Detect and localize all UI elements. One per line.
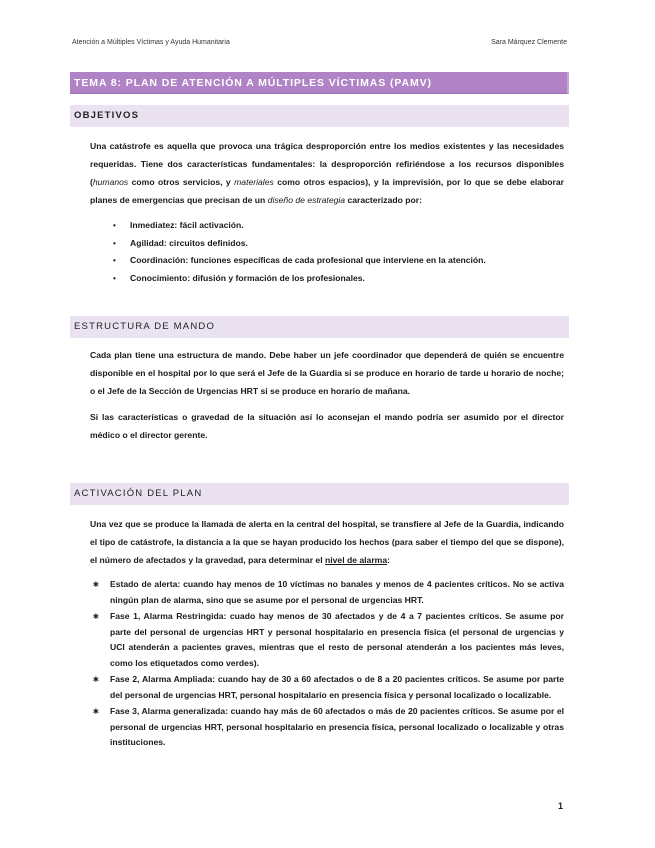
text-run: Si las características o gravedad de la situación así lo aconsejan el mando podría ser asumido por el director médico o el director gerente.: [90, 412, 564, 440]
list-item-text: Coordinación: funciones específicas de cada profesional que interviene en la atención.: [130, 255, 486, 265]
bullet-asterisk-icon: ∗: [92, 674, 100, 684]
section-heading-text: ACTIVACIÓN DEL PLAN: [74, 488, 203, 499]
list-item-text: Conocimiento: difusión y formación de los profesionales.: [130, 272, 365, 283]
text-run: Una vez que se produce la llamada de alerta en la central del hospital, se transfiere al Jefe de la Guardia, indicando el tipo de catástrofe, la distancia a la que se hayan producido los hechos (para saber el tiempo del que se dispone), el número de afectados y la gravedad, para determinar el: [90, 519, 564, 565]
list-item: [90, 672, 564, 703]
estructura-paragraph-2: [90, 408, 564, 444]
text-run: :: [387, 555, 390, 565]
list-item-text: Estado de alerta: cuando hay menos de 10 víctimas no banales y menos de 4 pacientes críticos. No se activa ningún plan de alarma, sino que se asume por el personal de urgencias HRT.: [110, 579, 564, 605]
page-header: [72, 39, 567, 46]
objetivos-bullet-list: [90, 217, 564, 287]
italic-text: diseño de estrategia: [267, 195, 346, 205]
text-run: Una catástrofe es aquella que provoca una trágica desproporción entre los medios existentes y las necesidades requeridas. Tiene dos características fundamentales: la desproporción refiriéndose a los recursos disponibles (: [90, 141, 564, 187]
section-heading-objetivos: [70, 105, 569, 127]
text-run: Cada plan tiene una estructura de mando. Debe haber un jefe coordinador que dependerá de quién se encuentre disponible en el hospital por lo que será el Jefe de la Guardia si se produce en horario de tarde u horario de noche; o el Jefe de la Sección de Urgencias HRT si se produce en horario de mañana.: [90, 350, 564, 396]
underlined-text: nivel de alarma: [325, 555, 388, 565]
activacion-intro-paragraph: [90, 515, 564, 569]
italic-text: materiales: [234, 177, 274, 187]
objetivos-paragraph: [90, 137, 564, 209]
bullet-dot-icon: •: [113, 238, 116, 248]
section-heading-activacion: [70, 483, 569, 505]
text-run: caracterizado por:: [345, 195, 422, 205]
header-course-title: Atención a Múltiples Víctimas y Ayuda Humanitaria: [72, 39, 230, 46]
bullet-dot-icon: •: [113, 221, 116, 230]
document-title-bar: [70, 72, 569, 94]
list-item-text: Agilidad: circuitos definidos.: [130, 237, 248, 248]
page-number: 1: [558, 801, 564, 811]
text-run: como otros servicios, y: [128, 177, 235, 187]
bullet-asterisk-icon: ∗: [92, 706, 100, 716]
bullet-asterisk-icon: ∗: [92, 579, 100, 589]
document-title: TEMA 8: PLAN DE ATENCIÓN A MÚLTIPLES VÍCTIMAS (PAMV): [74, 77, 432, 89]
list-item: [90, 217, 564, 235]
bullet-asterisk-icon: ∗: [92, 611, 100, 621]
section-heading-estructura: [70, 316, 569, 338]
list-item-text: Fase 2, Alarma Ampliada: cuando hay de 30 a 60 afectados o de 8 a 20 pacientes críticos. Se asume por parte del personal de urgencias HRT, personal hospitalario en presencia física y personal localizado o localizable.: [110, 674, 564, 700]
estructura-paragraph-1: [90, 346, 564, 400]
bullet-dot-icon: •: [113, 256, 116, 265]
list-item-text: Fase 3, Alarma generalizada: cuando hay más de 60 afectados o más de 20 pacientes críticos. Se asume por el personal de urgencias HRT, personal hospitalario en presencia física, personal localizado o localizable y otras instituciones.: [110, 706, 564, 747]
list-item-text: Fase 1, Alarma Restringida: cuado hay menos de 30 afectados y de 4 a 7 pacientes críticos. Se asume por parte del personal de urgencias HRT y personal hospitalario en presencia física (el personal de urgencias y UCI atenderán a pacientes graves, mientras que el resto de personal atenderán a los pacientes más leves, como los etiquetados como verdes).: [110, 611, 564, 668]
section-heading-text: ESTRUCTURA DE MANDO: [74, 321, 216, 332]
list-item: [90, 609, 564, 671]
header-author: Sara Márquez Clemente: [491, 39, 567, 46]
bullet-dot-icon: •: [113, 273, 116, 283]
list-item: [90, 270, 564, 288]
list-item: [90, 252, 564, 270]
text-run: como otros espacios), y la imprevisión, por lo que se debe elaborar planes de emergencias que precisan de un: [90, 177, 564, 205]
list-item: [90, 704, 564, 751]
list-item: [90, 577, 564, 608]
alarm-levels-list: [90, 577, 564, 752]
list-item-text: Inmediatez: fácil activación.: [130, 220, 244, 230]
list-item: [90, 235, 564, 253]
section-heading-text: OBJETIVOS: [74, 110, 140, 121]
italic-text: humanos: [92, 177, 129, 187]
